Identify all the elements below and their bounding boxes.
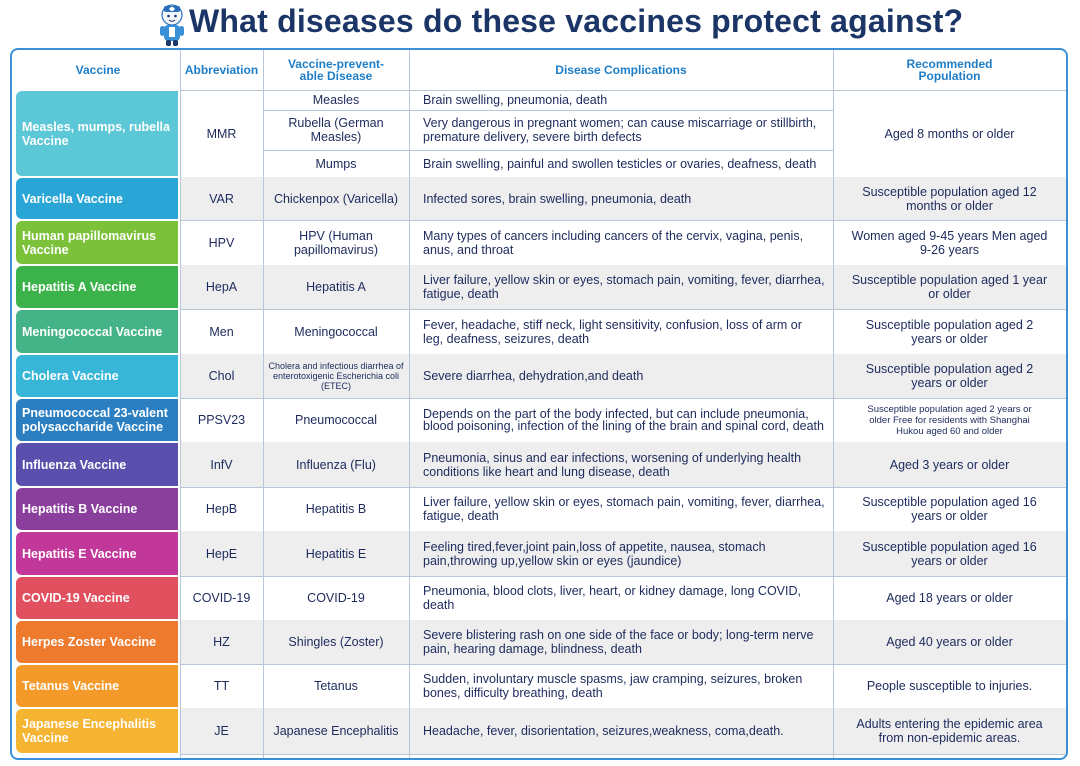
- population: Aged 18 years or older: [886, 591, 1013, 605]
- header-abbreviation: Abbreviation: [184, 63, 259, 77]
- header-population-line2: Population: [918, 69, 981, 83]
- subrow-divider: [263, 110, 833, 111]
- nurse-mascot-icon: [157, 3, 187, 47]
- header-disease: [263, 50, 409, 90]
- population: Aged 8 months or older: [884, 126, 1015, 141]
- population: Susceptible population aged 16 years or older: [862, 495, 1037, 523]
- header-disease-line2: able Disease: [299, 69, 373, 83]
- vaccine-name: Varicella Vaccine: [16, 178, 178, 219]
- vaccine-name: COVID-19 Vaccine: [16, 577, 178, 619]
- vaccine-name: Tetanus Vaccine: [16, 665, 178, 707]
- population: Susceptible population aged 2 years or older: [865, 362, 1034, 390]
- row-divider: [180, 754, 1066, 755]
- population: People susceptible to injuries.: [866, 679, 1033, 693]
- vaccine-name: Influenza Vaccine: [16, 443, 178, 486]
- abbreviation: Men: [209, 324, 234, 339]
- complication: Feeling tired,fever,joint pain,loss of appetite, nausea, stomach pain,throwing up,yellow skin or eyes (jaundice): [423, 539, 766, 568]
- vaccine-name: Meningococcal Vaccine: [16, 310, 178, 353]
- disease: Tetanus: [314, 679, 358, 693]
- abbreviation: TT: [213, 679, 230, 693]
- column-divider: [833, 50, 834, 760]
- table-row: [12, 398, 1066, 442]
- vaccine-name: Hepatitis B Vaccine: [16, 488, 178, 530]
- population: Susceptible population aged 16 years or older: [862, 539, 1037, 568]
- column-divider: [263, 50, 264, 760]
- disease: Rubella (German Measles): [288, 116, 384, 144]
- complication: Depends on the part of the body infected, but can include pneumonia, blood poisoning, infection of the lining of the brain and spinal cord, death: [423, 407, 824, 433]
- vaccine-name: Pneumococcal 23-valent polysaccharide Vaccine: [16, 399, 178, 441]
- disease: Mumps: [315, 156, 357, 171]
- table-row: [12, 220, 1066, 265]
- vaccine-name: Japanese Encephalitis Vaccine: [16, 709, 178, 753]
- complication: Sudden, involuntary muscle spasms, jaw cramping, seizures, broken bones, difficulty breathing, death: [423, 672, 803, 700]
- abbreviation: PPSV23: [197, 413, 246, 427]
- column-divider: [409, 50, 410, 760]
- disease: Influenza (Flu): [296, 457, 376, 472]
- complication: Liver failure, yellow skin or eyes, stomach pain, vomiting, fever, diarrhea, fatigue, death: [423, 273, 825, 301]
- complication: Fever, headache, stiff neck, light sensitivity, confusion, loss of arm or leg, deafness, seizures, death: [423, 317, 802, 346]
- vaccine-name: Cholera Vaccine: [16, 355, 178, 397]
- subrow-divider: [263, 150, 833, 151]
- table-row: [12, 487, 1066, 531]
- table-row: [12, 620, 1066, 664]
- abbreviation: HPV: [208, 235, 235, 250]
- column-divider: [180, 50, 181, 760]
- table-row: [12, 531, 1066, 576]
- title-bar: [0, 0, 1080, 48]
- disease: Hepatitis B: [305, 502, 367, 516]
- table-row: [12, 576, 1066, 620]
- vaccine-name: Hepatitis E Vaccine: [16, 532, 178, 575]
- table-row: [12, 309, 1066, 354]
- abbreviation: HZ: [213, 635, 230, 649]
- abbreviation: HepB: [205, 502, 238, 516]
- population: Susceptible population aged 2 years or older: [865, 317, 1034, 346]
- complication: Brain swelling, painful and swollen testicles or ovaries, deafness, death: [423, 156, 817, 171]
- disease: Cholera and infectious diarrhea of enterotoxigenic Escherichia coli (ETEC): [268, 361, 404, 391]
- abbreviation: InfV: [210, 457, 233, 472]
- population: Aged 40 years or older: [886, 635, 1013, 649]
- complication: Infected sores, brain swelling, pneumonia, death: [423, 191, 692, 206]
- disease: Pneumococcal: [295, 413, 377, 427]
- complication: Many types of cancers including cancers of the cervix, vagina, penis, anus, and throat: [423, 228, 804, 257]
- disease: Japanese Encephalitis: [273, 724, 399, 738]
- complication: Liver failure, yellow skin or eyes, stomach pain, vomiting, fever, diarrhea, fatigue, death: [423, 495, 825, 523]
- disease: Measles: [312, 93, 360, 107]
- disease: Chickenpox (Varicella): [273, 191, 399, 206]
- page-title: What diseases do these vaccines protect against?: [189, 3, 964, 39]
- population: Susceptible population aged 2 years or older Free for residents with Shanghai Hukou aged 60 and older: [867, 403, 1032, 437]
- complication: Pneumonia, sinus and ear infections, worsening of underlying health conditions like heart and lung disease, death: [423, 450, 802, 479]
- population: Susceptible population aged 12 months or older: [862, 184, 1037, 213]
- vaccine-name: Herpes Zoster Vaccine: [16, 621, 178, 663]
- complication: Brain swelling, pneumonia, death: [423, 93, 608, 107]
- header-population: [833, 50, 1066, 90]
- complication: Very dangerous in pregnant women; can cause miscarriage or stillbirth, premature delivery, severe birth defects: [423, 116, 817, 144]
- complication: Pneumonia, blood clots, liver, heart, or kidney damage, long COVID, death: [423, 584, 801, 612]
- table-row: [12, 442, 1066, 487]
- header-population-line1: Recommended: [906, 57, 993, 71]
- disease: Hepatitis A: [306, 280, 366, 294]
- abbreviation: Chol: [208, 369, 235, 383]
- vaccine-name: Human papillomavirus Vaccine: [16, 221, 178, 264]
- disease: Shingles (Zoster): [288, 635, 384, 649]
- complication: Severe diarrhea, dehydration,and death: [423, 369, 644, 383]
- vaccine-table: [10, 48, 1068, 760]
- header-disease-line1: Vaccine-prevent-: [287, 57, 385, 71]
- disease: Hepatitis E: [305, 546, 367, 561]
- complication: Headache, fever, disorientation, seizures,weakness, coma,death.: [423, 724, 784, 738]
- population: Adults entering the epidemic area from non-epidemic areas.: [856, 717, 1043, 745]
- disease: COVID-19: [307, 591, 365, 605]
- table-row: [12, 177, 1066, 220]
- abbreviation: COVID-19: [192, 591, 251, 605]
- vaccine-name: Hepatitis A Vaccine: [16, 266, 178, 308]
- disease: Meningococcal: [294, 324, 378, 339]
- abbreviation: HepE: [205, 546, 238, 561]
- table-row: [12, 708, 1066, 754]
- population: Susceptible population aged 1 year or older: [851, 273, 1048, 301]
- population: Aged 3 years or older: [889, 457, 1010, 472]
- abbreviation: JE: [214, 724, 229, 738]
- abbreviation: HepA: [205, 280, 238, 294]
- disease: HPV (Human papillomavirus): [293, 228, 379, 257]
- table-row: [12, 664, 1066, 708]
- vaccine-name: Measles, mumps, rubella Vaccine: [16, 91, 178, 176]
- table-row: [12, 265, 1066, 309]
- table-row: [12, 354, 1066, 398]
- table-row: [12, 90, 1066, 177]
- abbreviation: MMR: [206, 126, 237, 141]
- population: Women aged 9-45 years Men aged 9-26 years: [851, 228, 1048, 257]
- complication: Severe blistering rash on one side of the face or body; long-term nerve pain, hearing damage, blindness, death: [423, 628, 814, 656]
- header-vaccine: Vaccine: [75, 63, 121, 77]
- abbreviation: VAR: [209, 191, 234, 206]
- header-complications: Disease Complications: [555, 63, 687, 77]
